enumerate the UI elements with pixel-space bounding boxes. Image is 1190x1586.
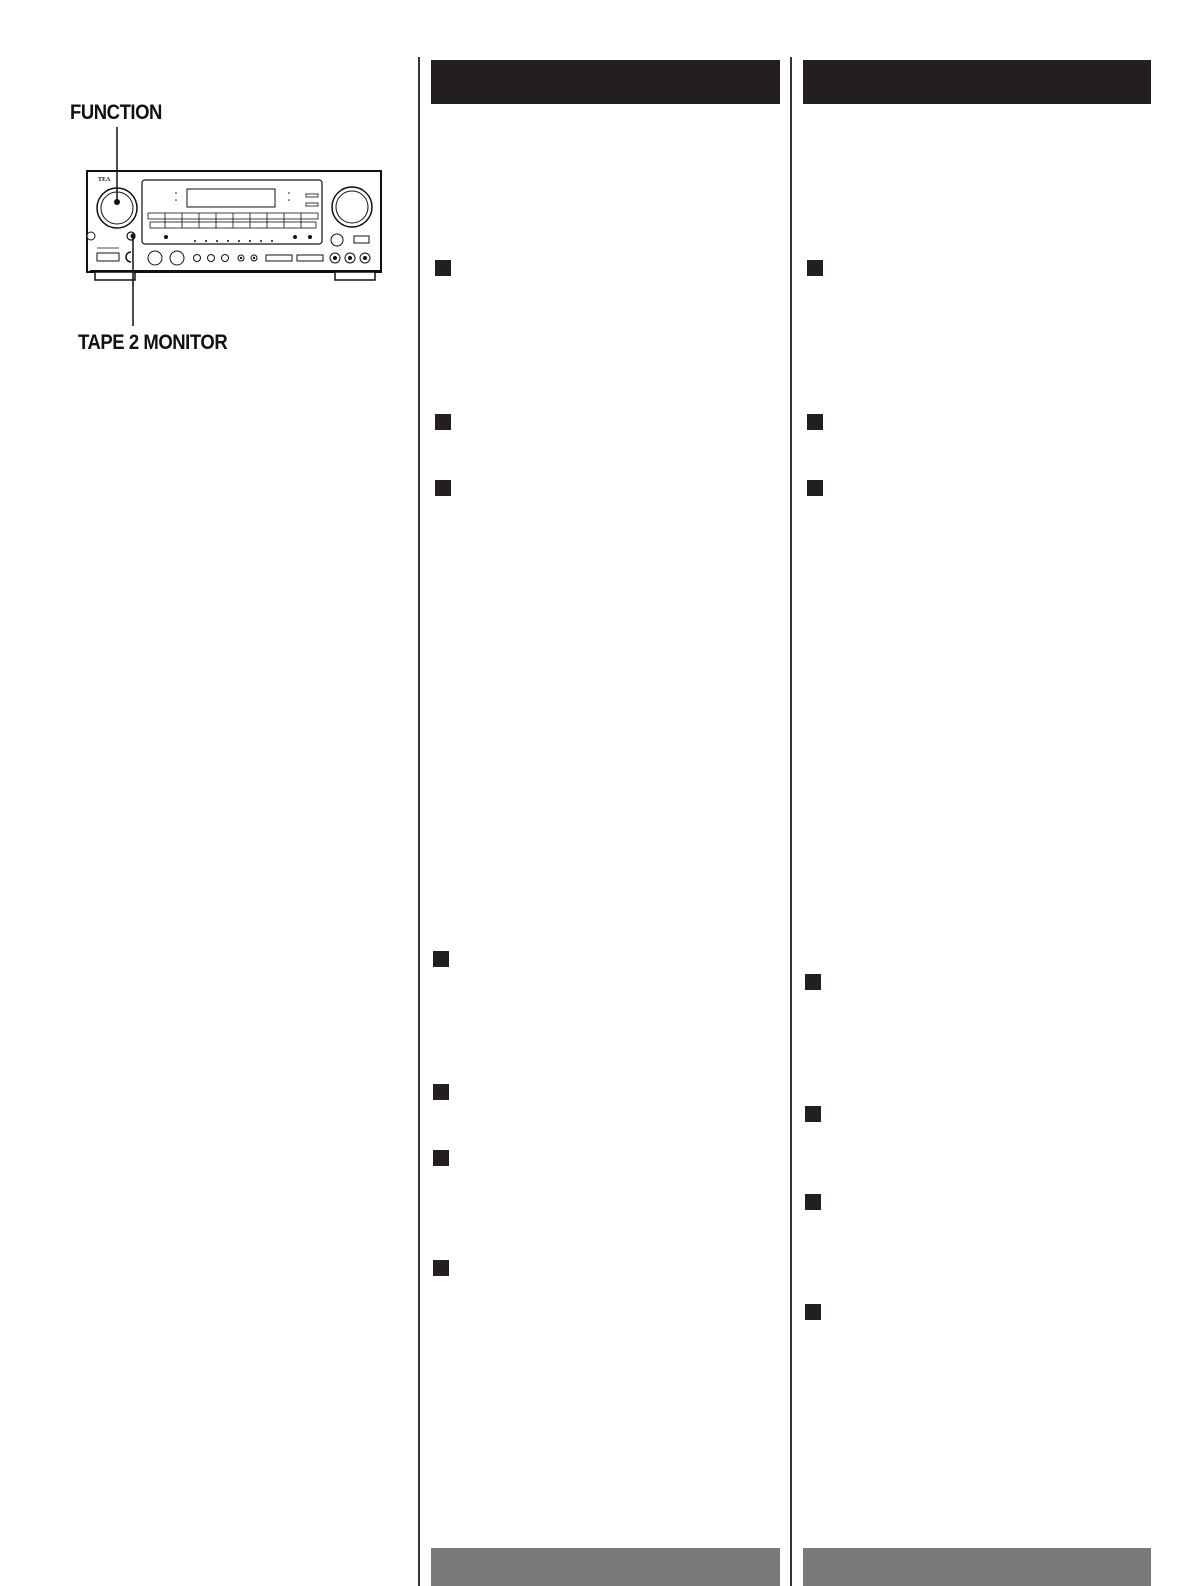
column-rule-1 [418, 57, 420, 1586]
receiver-illustration [60, 95, 400, 360]
column-2-footer-bar [803, 1548, 1151, 1586]
column-1-bullet-3 [435, 480, 451, 496]
receiver-brand-text: TEA [98, 177, 111, 183]
column-1-bullet-4 [433, 951, 449, 967]
column-2-bullet-2 [807, 414, 823, 430]
column-1-bullet-5 [433, 1084, 449, 1100]
volume-knob [332, 187, 372, 227]
column-1-bullet-2 [435, 414, 451, 430]
column-1-bullet-7 [433, 1260, 449, 1276]
column-2-bullet-3 [807, 480, 823, 496]
column-2-bullet-5 [805, 1106, 821, 1122]
receiver-foot-left [95, 272, 135, 280]
column-2-bullet-7 [805, 1304, 821, 1320]
function-label: FUNCTION [70, 101, 162, 124]
column-rule-2 [790, 57, 792, 1586]
column-1-bullet-1 [435, 260, 451, 276]
display-window [187, 189, 275, 207]
tape2-monitor-label: TAPE 2 MONITOR [78, 331, 228, 354]
column-2-header-bar [803, 60, 1151, 104]
column-2-bullet-1 [807, 260, 823, 276]
column-1-footer-bar [431, 1548, 780, 1586]
receiver-foot-right [335, 272, 375, 280]
column-2-bullet-6 [805, 1194, 821, 1210]
column-1-bullet-6 [433, 1150, 449, 1166]
column-1-header-bar [431, 60, 780, 104]
column-2-bullet-4 [805, 974, 821, 990]
